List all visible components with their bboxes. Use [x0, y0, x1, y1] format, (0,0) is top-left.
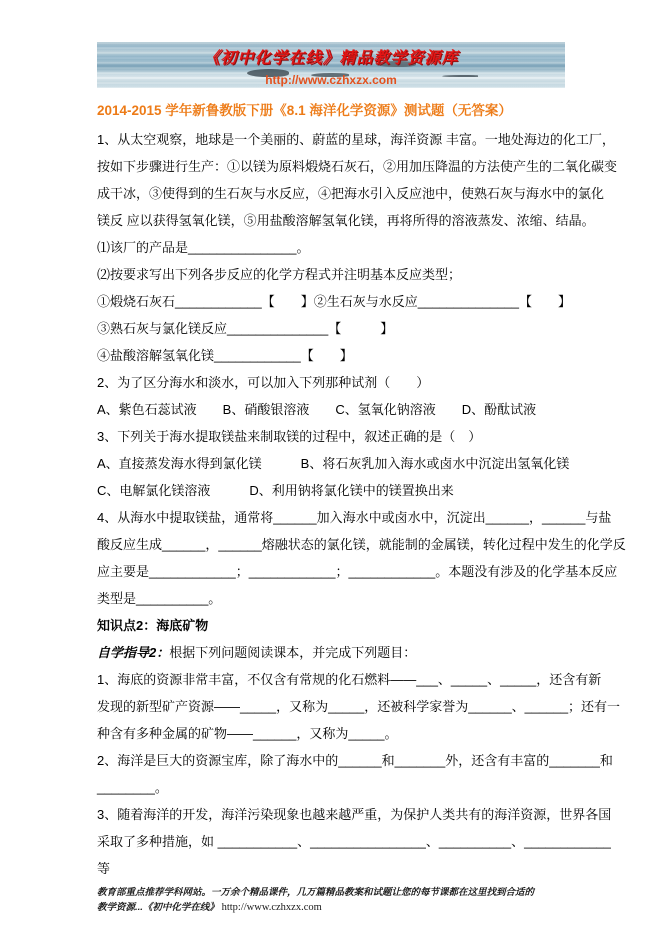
q1-line: 镁反 应以获得氢氧化镁，⑤用盐酸溶解氢氧化镁，再将所得的溶液蒸发、浓缩、结晶。 — [97, 213, 595, 228]
kp2-q1-line: 1、海底的资源非常丰富，不仅含有常规的化石燃料——___、_____、_____，还含有新 — [97, 672, 602, 687]
kp2-q2-line: ________。 — [97, 780, 168, 795]
banner-site-url: http://www.czhxzx.com — [265, 73, 397, 87]
kp2-q3-line: 3、随着海洋的开发，海洋污染现象也越来越严重，为保护人类共有的海洋资源，世界各国 — [97, 807, 612, 822]
q2-options: A、紫色石蕊试液 B、硝酸银溶液 C、氢氧化钠溶液 D、酚酞试液 — [97, 402, 537, 417]
footer-line2-text: 教学资源...《初中化学在线》 — [97, 902, 219, 913]
knowledge-point-2-heading: 知识点2：海底矿物 — [97, 618, 209, 633]
document-body — [97, 126, 626, 882]
kp2-q1-line: 发现的新型矿产资源——_____，又称为_____，还被科学家誉为______、______；还有一 — [97, 699, 621, 714]
q4-line: 应主要是____________；____________；____________。本题没有涉及的化学基本反应 — [97, 564, 618, 579]
q1-sub1-blank: ⑴该厂的产品是_______________。 — [97, 240, 310, 255]
site-banner — [97, 42, 565, 88]
q4-line: 类型是__________。 — [97, 591, 222, 606]
q1-sub2: ⑵按要求写出下列各步反应的化学方程式并注明基本反应类型； — [97, 267, 462, 282]
kp2-q2-line: 2、海洋是巨大的资源宝库，除了海水中的______和_______外，还含有丰富的_______和 — [97, 753, 613, 768]
footer-line2 — [97, 900, 565, 915]
q3-stem: 3、下列关于海水提取镁盐来制取镁的过程中，叙述正确的是（ ） — [97, 429, 482, 444]
document-title: 2014-2015 学年新鲁教版下册《8.1 海洋化学资源》测试题（无答案） — [97, 103, 512, 118]
q4-line: 酸反应生成______，______熔融状态的氯化镁，就能制的金属镁，转化过程中发生的化学反 — [97, 537, 626, 552]
footer-promo — [97, 885, 565, 915]
q1-step-equation: ④盐酸溶解氢氧化镁____________【 】 — [97, 348, 353, 363]
q4-line: 4、从海水中提取镁盐，通常将______加入海水中或卤水中，沉淀出______，______与盐 — [97, 510, 612, 525]
q2-stem: 2、为了区分海水和淡水，可以加入下列那种试剂（ ） — [97, 375, 430, 390]
etc-line: 等 — [97, 861, 111, 876]
q1-line: 1、从太空观察，地球是一个美丽的、蔚蓝的星球，海洋资源 丰富。一地处海边的化工厂， — [97, 132, 615, 147]
footer-site-url: http://www.czhxzx.com — [221, 902, 322, 913]
document-page — [97, 42, 626, 915]
self-study-guide-prefix: 自学指导2： — [97, 645, 170, 660]
q3-options-cd: C、电解氯化镁溶液 D、利用钠将氯化镁中的镁置换出来 — [97, 483, 454, 498]
q1-line: 按如下步骤进行生产：①以镁为原料煅烧石灰石，②用加压降温的方法使产生的二氧化碳变 — [97, 159, 618, 174]
banner-site-title: 《初中化学在线》精品教学资源库 — [203, 50, 459, 67]
self-study-guide-line — [97, 639, 565, 666]
q3-options-ab: A、直接蒸发海水得到氯化镁 B、将石灰乳加入海水或卤水中沉淀出氢氧化镁 — [97, 456, 570, 471]
q1-line: 成干冰，③使得到的生石灰与水反应，④把海水引入反应池中，使熟石灰与海水中的氯化 — [97, 186, 605, 201]
self-study-guide-text: 根据下列问题阅读课本，并完成下列题目： — [169, 645, 417, 660]
kp2-q1-line: 种含有多种金属的矿物——______，又称为_____。 — [97, 726, 398, 741]
footer-line1: 教育部重点推荐学科网站。一万余个精品课件，几万篇精品教案和试题让您的每节课都在这里找到合适的 — [97, 887, 535, 898]
q1-step-equation: ③熟石灰与氯化镁反应______________【 】 — [97, 321, 394, 336]
q1-step-equation: ①煅烧石灰石____________【 】②生石灰与水反应______________【 】 — [97, 294, 571, 309]
kp2-q3-line: 采取了多种措施，如 ___________、________________、__________、____________ — [97, 834, 611, 849]
